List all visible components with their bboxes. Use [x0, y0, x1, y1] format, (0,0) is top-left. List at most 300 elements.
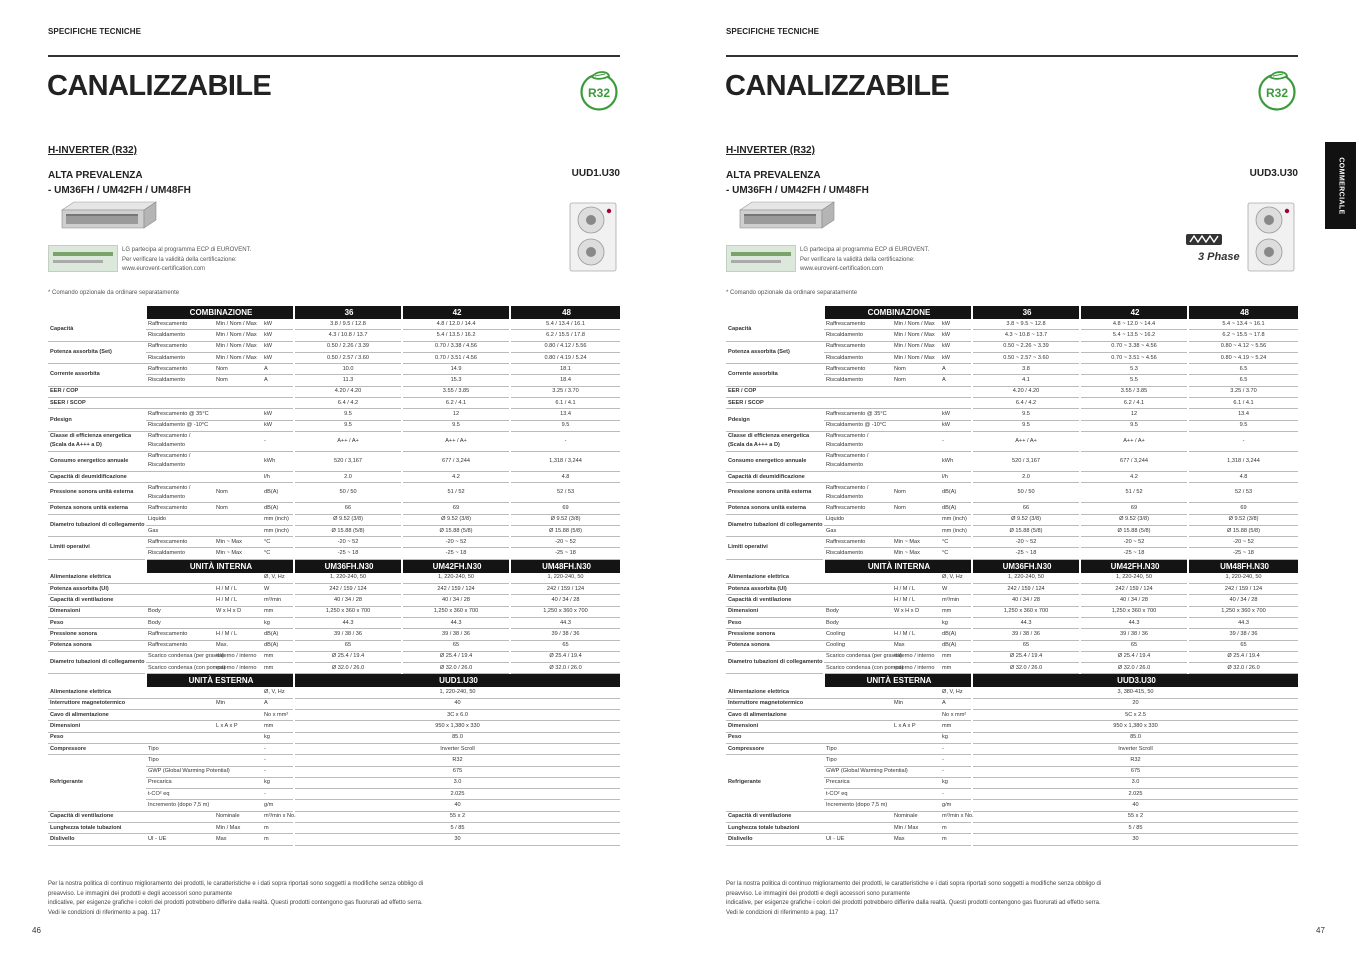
row-value: 6.4 / 4.2	[294, 398, 402, 409]
row-value: 66	[972, 503, 1080, 514]
table-row	[48, 431, 620, 451]
row-mode	[824, 573, 892, 584]
side-tab[interactable]	[1325, 142, 1356, 229]
row-mode: Riscaldamento	[824, 330, 892, 341]
row-value: A++ / A+	[1080, 431, 1188, 451]
row-value: -20 ~ 52	[1080, 537, 1188, 548]
row-group-label: Diametro tubazioni di collegamento	[726, 651, 824, 674]
table-row	[48, 584, 620, 595]
row-mode: Raffrescamento / Riscaldamento	[824, 431, 892, 451]
row-group-label: Alimentazione elettrica	[726, 687, 824, 698]
footer-line: Vedi le condizioni di riferimento a pag. 117	[726, 909, 839, 916]
row-mode: Riscaldamento	[146, 352, 214, 363]
row-mode	[824, 721, 892, 732]
section-title: UNITÀ ESTERNA	[824, 674, 972, 688]
row-mode: Raffrescamento	[824, 364, 892, 375]
row-value: Ø 15.88 (5/8)	[510, 525, 620, 536]
table-row	[726, 431, 1298, 451]
row-value: A++ / A+	[402, 431, 510, 451]
table-row	[726, 732, 1298, 743]
row-value: 3.55 / 3.85	[402, 386, 510, 397]
row-group-label: Dimensioni	[48, 721, 146, 732]
row-mode	[146, 687, 214, 698]
row-value: 65	[972, 640, 1080, 651]
row-value: 6.5	[1188, 364, 1298, 375]
row-unit: A	[940, 698, 972, 709]
row-unit: -	[262, 743, 294, 754]
row-unit: A	[262, 364, 294, 375]
row-mode	[824, 822, 892, 833]
row-mode: Raffrescamento / Riscaldamento	[824, 451, 892, 471]
row-unit: kg	[262, 732, 294, 743]
row-group-label: Interruttore magnetotermico	[726, 698, 824, 709]
row-group-label: Peso	[726, 617, 824, 628]
table-row	[48, 617, 620, 628]
row-group-label: Pressione sonora	[48, 629, 146, 640]
row-value: 6.1 / 4.1	[1188, 398, 1298, 409]
table-row	[726, 834, 1298, 845]
optional-note: * Comando opzionale da ordinare separatamente	[726, 290, 858, 296]
section-title: COMBINAZIONE	[146, 306, 294, 319]
row-value: 39 / 38 / 36	[510, 629, 620, 640]
row-unit: mm (inch)	[940, 525, 972, 536]
row-value: Inverter Scroll	[972, 743, 1298, 754]
header-spacer	[726, 674, 824, 688]
row-unit: kW	[262, 352, 294, 363]
row-group-label: Interruttore magnetotermico	[48, 698, 146, 709]
row-value: 242 / 159 / 124	[402, 584, 510, 595]
row-condition: Min / Nom / Max	[214, 352, 262, 363]
eurovent-logo	[48, 245, 118, 272]
indoor-unit-image	[58, 200, 158, 232]
row-unit: kg	[940, 777, 972, 788]
row-mode: Raffrescamento	[146, 629, 214, 640]
row-condition: Nominale	[214, 811, 262, 822]
row-value: 44.3	[510, 617, 620, 628]
row-value: R32	[972, 755, 1298, 766]
row-value: 40	[972, 800, 1298, 811]
row-value: -25 ~ 18	[510, 548, 620, 559]
row-value: 20	[972, 698, 1298, 709]
row-mode: Raffrescamento / Riscaldamento	[824, 483, 892, 503]
row-group-label: Peso	[48, 617, 146, 628]
table-row	[48, 606, 620, 617]
eurovent-line: LG partecipa al programma ECP di EUROVENT.	[800, 247, 930, 253]
section-header-row	[726, 674, 1298, 688]
row-value: 3.8 ~ 9.5 ~ 12.8	[972, 319, 1080, 330]
row-value: 1,250 x 360 x 700	[972, 606, 1080, 617]
row-unit: kW	[940, 409, 972, 420]
row-condition: Min / Max	[892, 822, 940, 833]
row-value: 65	[510, 640, 620, 651]
optional-note: * Comando opzionale da ordinare separatamente	[48, 290, 180, 296]
row-value: 1, 220-240, 50	[294, 687, 620, 698]
table-row	[726, 319, 1298, 330]
header-spacer	[48, 559, 146, 573]
row-mode: Liquido	[146, 514, 214, 525]
table-row	[726, 606, 1298, 617]
row-value: -20 ~ 52	[510, 537, 620, 548]
row-value: 9.5	[972, 420, 1080, 431]
row-value: 675	[294, 766, 620, 777]
section-header: SPECIFICHE TECNICHE	[48, 27, 142, 36]
three-phase-label: 3 Phase	[1198, 251, 1240, 263]
row-value: 6.5	[1188, 375, 1298, 386]
row-mode: Raffrescamento	[824, 319, 892, 330]
table-row	[726, 687, 1298, 698]
row-unit	[262, 386, 294, 397]
row-group-label: Alimentazione elettrica	[48, 687, 146, 698]
row-value: 4.8	[1188, 471, 1298, 482]
row-value: 242 / 159 / 124	[972, 584, 1080, 595]
row-value: 39 / 38 / 36	[1080, 629, 1188, 640]
row-unit: m³/min	[940, 595, 972, 606]
side-tab-label: COMMERCIALE	[1337, 156, 1344, 215]
row-condition: Max	[892, 640, 940, 651]
eurovent-line: www.eurovent-certification.com	[122, 266, 206, 272]
row-value: 40	[294, 800, 620, 811]
row-value: Inverter Scroll	[294, 743, 620, 754]
row-mode: Cooling	[824, 640, 892, 651]
row-mode: Body	[824, 617, 892, 628]
row-value: -20 ~ 52	[972, 537, 1080, 548]
row-group-label: Corrente assorbita	[48, 364, 146, 387]
row-condition: Min / Nom / Max	[892, 352, 940, 363]
row-mode: GWP (Global Warming Potential)	[824, 766, 892, 777]
row-condition: H / M / L	[892, 584, 940, 595]
row-condition	[214, 800, 262, 811]
column-header: UM36FH.N30	[972, 559, 1080, 573]
footer-line: preavviso. Le immagini dei prodotti e degli accessori sono puramente	[48, 890, 233, 897]
eurovent-line: Per verificare la validità della certificazione:	[800, 256, 915, 263]
row-value: 5.4 ~ 13.5 ~ 16.2	[1080, 330, 1188, 341]
table-row	[726, 651, 1298, 662]
row-unit: mm	[940, 606, 972, 617]
table-row	[726, 617, 1298, 628]
row-value: -25 ~ 18	[1188, 548, 1298, 559]
row-group-label: Limiti operativi	[48, 537, 146, 560]
row-condition	[892, 409, 940, 420]
row-value: -	[510, 431, 620, 451]
row-mode: Riscaldamento	[824, 352, 892, 363]
row-value: Ø 9.52 (3/8)	[1188, 514, 1298, 525]
table-row	[48, 483, 620, 503]
row-value: 2.0	[972, 471, 1080, 482]
row-unit: Ø, V, Hz	[262, 573, 294, 584]
outdoor-code: UUD3.U30	[1249, 168, 1298, 179]
row-unit: W	[262, 584, 294, 595]
header-spacer	[48, 306, 146, 319]
row-value: 4.1	[972, 375, 1080, 386]
row-unit: kg	[940, 732, 972, 743]
row-group-label: Pressione sonora unità esterna	[726, 483, 824, 503]
row-value: 6.1 / 4.1	[510, 398, 620, 409]
row-unit: -	[262, 789, 294, 800]
row-condition: Nominale	[892, 811, 940, 822]
row-group-label: SEER / SCOP	[726, 398, 824, 409]
row-condition	[892, 732, 940, 743]
row-value: Ø 9.52 (3/8)	[402, 514, 510, 525]
row-group-label: Cavo di alimentazione	[726, 710, 824, 721]
row-value: 40 / 34 / 28	[510, 595, 620, 606]
row-mode: UI - UE	[824, 834, 892, 845]
table-row	[48, 687, 620, 698]
row-group-label: Capacità di ventilazione	[726, 595, 824, 606]
row-mode: Riscaldamento @ -10°C	[146, 420, 214, 431]
row-value: Ø 25.4 / 19.4	[402, 651, 510, 662]
column-header: 42	[402, 306, 510, 319]
row-value: 4.8 / 12.0 / 14.4	[402, 319, 510, 330]
row-group-label: Potenza sonora	[726, 640, 824, 651]
row-condition	[214, 525, 262, 536]
row-value: 10.0	[294, 364, 402, 375]
r32-badge-text: R32	[1265, 86, 1289, 100]
row-unit: kWh	[262, 451, 294, 471]
r32-badge-text: R32	[587, 86, 611, 100]
row-value: 40	[294, 698, 620, 709]
row-value: 85.0	[972, 732, 1298, 743]
section-title: UNITÀ INTERNA	[146, 559, 294, 573]
row-value: 1, 220-240, 50	[1188, 573, 1298, 584]
row-unit: °C	[262, 537, 294, 548]
row-group-label: Potenza sonora unità esterna	[48, 503, 146, 514]
row-value: 44.3	[1188, 617, 1298, 628]
row-unit: dB(A)	[262, 483, 294, 503]
row-value: 30	[294, 834, 620, 845]
row-unit: -	[262, 755, 294, 766]
row-mode	[146, 595, 214, 606]
row-unit: kW	[262, 341, 294, 352]
row-condition: esterno / interno	[892, 663, 940, 674]
row-condition	[892, 471, 940, 482]
row-mode	[824, 732, 892, 743]
row-value: 5C x 2.5	[972, 710, 1298, 721]
row-mode: Raffrescamento	[146, 537, 214, 548]
footer-line: indicative, per esigenze grafiche i colori dei prodotti potrebbero differire dalla realtà. Questi prodotti contengono gas fluorurati ad effetto serra.	[726, 900, 1101, 907]
row-unit: mm (inch)	[940, 514, 972, 525]
row-condition	[214, 755, 262, 766]
row-value: 14.9	[402, 364, 510, 375]
row-value: 1,250 x 360 x 700	[1080, 606, 1188, 617]
row-group-label: EER / COP	[48, 386, 146, 397]
row-unit: kW	[262, 420, 294, 431]
row-value: 9.5	[294, 409, 402, 420]
row-group-label: Consumo energetico annuale	[726, 451, 824, 471]
row-group-label: Classe di efficienza energetica (Scala da A+++ a D)	[48, 431, 146, 451]
row-value: 0.70 / 3.38 / 4.56	[402, 341, 510, 352]
row-value: Ø 9.52 (3/8)	[294, 514, 402, 525]
table-row	[726, 409, 1298, 420]
row-value: 40 / 34 / 28	[1080, 595, 1188, 606]
row-unit: kg	[262, 617, 294, 628]
table-row	[726, 743, 1298, 754]
row-group-label: Refrigerante	[726, 755, 824, 811]
row-group-label: Diametro tubazioni di collegamento	[48, 651, 146, 674]
row-mode: Incremento (dopo 7,5 m)	[146, 800, 214, 811]
row-unit: dB(A)	[940, 640, 972, 651]
table-row	[726, 364, 1298, 375]
column-header: UM48FH.N30	[510, 559, 620, 573]
row-value: 9.5	[1080, 420, 1188, 431]
row-value: 55 x 2	[294, 811, 620, 822]
row-value: 52 / 53	[510, 483, 620, 503]
row-value: 1,250 x 360 x 700	[510, 606, 620, 617]
row-group-label: Consumo energetico annuale	[48, 451, 146, 471]
column-header: 48	[1188, 306, 1298, 319]
row-group-label: Corrente assorbita	[726, 364, 824, 387]
page-right	[678, 0, 1356, 959]
row-value: Ø 15.88 (5/8)	[1188, 525, 1298, 536]
row-value: -25 ~ 18	[972, 548, 1080, 559]
row-mode	[824, 595, 892, 606]
row-value: 950 x 1,380 x 330	[972, 721, 1298, 732]
row-mode: Raffrescamento / Riscaldamento	[146, 431, 214, 451]
row-value: Ø 15.88 (5/8)	[972, 525, 1080, 536]
row-value: 242 / 159 / 124	[1188, 584, 1298, 595]
row-group-label: Capacità	[726, 319, 824, 341]
row-unit: dB(A)	[940, 503, 972, 514]
row-group-label: Pdesign	[726, 409, 824, 432]
row-unit: dB(A)	[940, 629, 972, 640]
footer-line: Per la nostra politica di continuo miglioramento dei prodotti, le caratteristiche e i dati sopra riportati sono soggetti a modifiche senza obbligo di	[726, 881, 1102, 887]
eurovent-text	[800, 246, 929, 275]
row-unit: kg	[940, 617, 972, 628]
row-value: 39 / 38 / 36	[972, 629, 1080, 640]
section-title: COMBINAZIONE	[824, 306, 972, 319]
row-mode: Raffrescamento	[146, 503, 214, 514]
row-condition	[214, 451, 262, 471]
table-row	[48, 451, 620, 471]
header-spacer	[726, 306, 824, 319]
row-condition	[214, 777, 262, 788]
row-value: 40 / 34 / 28	[1188, 595, 1298, 606]
row-mode: Scarico condensa (per gravità)	[146, 651, 214, 662]
row-value: 9.5	[402, 420, 510, 431]
table-row	[726, 451, 1298, 471]
row-unit: m	[262, 822, 294, 833]
row-value: 1, 220-240, 50	[402, 573, 510, 584]
row-group-label: EER / COP	[726, 386, 824, 397]
row-group-label: Potenza assorbita (UI)	[726, 584, 824, 595]
row-value: 39 / 38 / 36	[294, 629, 402, 640]
row-condition: Min / Nom / Max	[214, 319, 262, 330]
row-condition	[892, 451, 940, 471]
row-mode	[146, 721, 214, 732]
section-header: SPECIFICHE TECNICHE	[726, 27, 820, 36]
row-group-label: Diametro tubazioni di collegamento	[48, 514, 146, 537]
row-condition	[892, 420, 940, 431]
header-spacer	[726, 559, 824, 573]
row-group-label: SEER / SCOP	[48, 398, 146, 409]
table-row	[48, 319, 620, 330]
row-condition: Min ~ Max	[214, 548, 262, 559]
row-condition	[214, 687, 262, 698]
column-header: 36	[294, 306, 402, 319]
column-header: UM42FH.N30	[1080, 559, 1188, 573]
eurovent-line: Per verificare la validità della certificazione:	[122, 256, 237, 263]
row-condition	[214, 471, 262, 482]
row-group-label: Alimentazione elettrica	[48, 573, 146, 584]
spec-table-body	[48, 306, 620, 845]
row-unit: kWh	[940, 451, 972, 471]
row-mode: Raffrescamento	[146, 640, 214, 651]
section-title: UNITÀ INTERNA	[824, 559, 972, 573]
table-row	[726, 537, 1298, 548]
row-value: 9.5	[510, 420, 620, 431]
row-value: 40 / 34 / 28	[972, 595, 1080, 606]
row-mode	[146, 584, 214, 595]
row-mode	[824, 698, 892, 709]
table-row	[48, 651, 620, 662]
row-value: 677 / 3,244	[1080, 451, 1188, 471]
row-condition: Max.	[214, 640, 262, 651]
row-value: -	[1188, 431, 1298, 451]
row-unit: kW	[940, 341, 972, 352]
row-value: 85.0	[294, 732, 620, 743]
row-condition: esterno / interno	[892, 651, 940, 662]
column-header: 48	[510, 306, 620, 319]
table-row	[726, 755, 1298, 766]
row-mode: Gas	[824, 525, 892, 536]
row-value: 0.50 / 2.26 / 3.39	[294, 341, 402, 352]
row-mode: Riscaldamento	[146, 330, 214, 341]
product-models-line1: ALTA PREVALENZA	[726, 170, 821, 181]
spec-table-body	[726, 306, 1298, 845]
row-mode	[824, 386, 892, 397]
table-row	[48, 503, 620, 514]
row-group-label: Compressore	[48, 743, 146, 754]
row-value: 0.70 ~ 3.38 ~ 4.56	[1080, 341, 1188, 352]
row-condition: H / M / L	[892, 629, 940, 640]
table-row	[48, 595, 620, 606]
row-value: 5.3	[1080, 364, 1188, 375]
row-value: Ø 15.88 (5/8)	[402, 525, 510, 536]
row-mode: Scarico condensa (con pompa)	[824, 663, 892, 674]
row-condition: Min / Nom / Max	[214, 330, 262, 341]
row-condition: H / M / L	[214, 584, 262, 595]
row-mode	[824, 584, 892, 595]
row-value: 69	[1080, 503, 1188, 514]
row-group-label: Dimensioni	[726, 606, 824, 617]
row-unit: -	[940, 789, 972, 800]
row-value: Ø 32.0 / 26.0	[294, 663, 402, 674]
row-condition	[892, 789, 940, 800]
row-condition	[892, 800, 940, 811]
row-value: 6.2 / 4.1	[402, 398, 510, 409]
row-unit: W	[940, 584, 972, 595]
row-mode: Liquido	[824, 514, 892, 525]
row-condition	[892, 573, 940, 584]
row-unit: g/m	[940, 800, 972, 811]
row-unit	[262, 398, 294, 409]
row-group-label: Compressore	[726, 743, 824, 754]
section-header-row	[48, 674, 620, 688]
row-value: 677 / 3,244	[402, 451, 510, 471]
row-mode	[824, 710, 892, 721]
row-value: 40 / 34 / 28	[294, 595, 402, 606]
row-value: 44.3	[972, 617, 1080, 628]
row-unit: m³/min x No.	[262, 811, 294, 822]
row-mode: GWP (Global Warming Potential)	[146, 766, 214, 777]
row-value: R32	[294, 755, 620, 766]
row-value: Ø 25.4 / 19.4	[1080, 651, 1188, 662]
row-value: 65	[402, 640, 510, 651]
row-value: 242 / 159 / 124	[510, 584, 620, 595]
row-mode: Body	[824, 606, 892, 617]
row-unit: A	[940, 375, 972, 386]
row-value: 1,318 / 3,244	[510, 451, 620, 471]
table-row	[726, 698, 1298, 709]
